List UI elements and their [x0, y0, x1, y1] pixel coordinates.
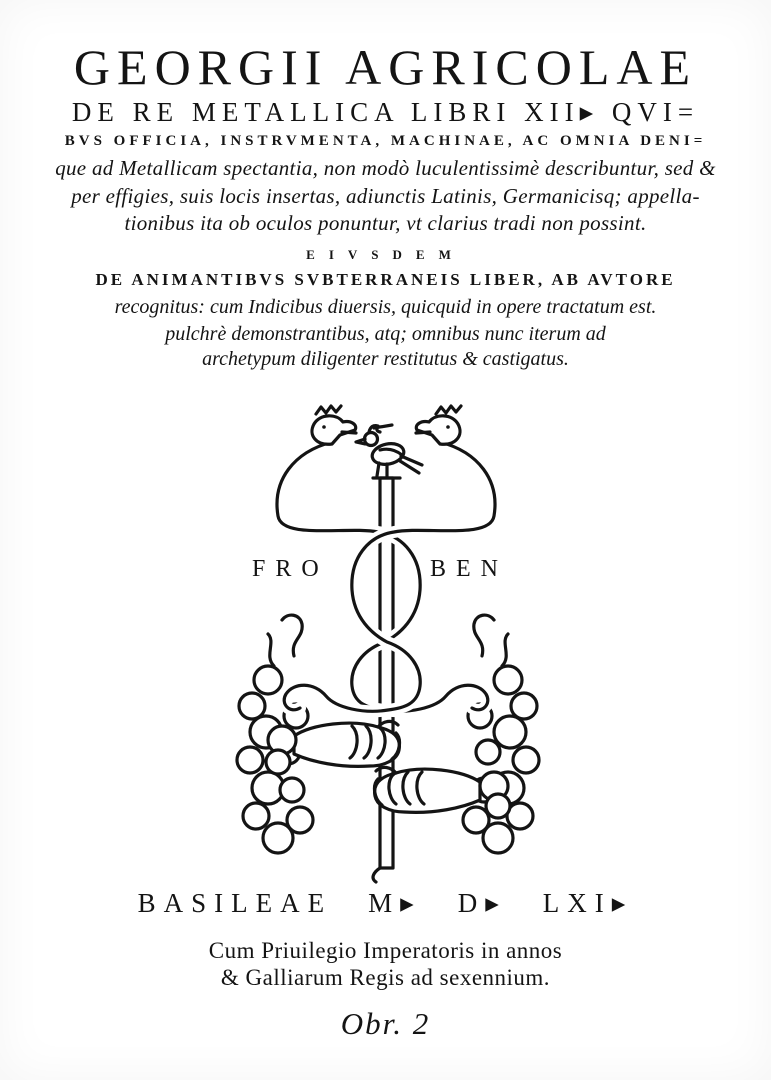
left-serpent-head [312, 406, 356, 444]
second-work-italic-line-2: pulchrè demonstrantibus, atq; omnibus nunc iterum ad [165, 323, 606, 345]
figure-caption: Obr. 2 [340, 1006, 431, 1041]
bird [356, 426, 422, 476]
second-work-title-line: DE ANIMANTIBVS SVBTERRANEIS LIBER, AB AVTORE [95, 270, 676, 289]
second-work-italic-line-1: recognitus: cum Indicibus diuersis, quicquid in opere tractatum est. [114, 296, 657, 318]
imprint-line [0, 888, 771, 919]
printer-name-left: FRO [252, 556, 329, 582]
imprint-city: BASILEAE [137, 888, 333, 918]
subtitle-italic-line-1: que ad Metallicam spectantia, non modò luculentissimè describuntur, sed & [55, 156, 716, 180]
subtitle-italic-line-3: tionibus ita ob oculos ponuntur, vt clarius tradi non possint. [124, 211, 647, 235]
right-serpent-head [416, 406, 461, 444]
privilege-line-2: & Galliarum Regis ad sexennium. [220, 965, 551, 990]
author-title-line: GEORGII AGRICOLAE [73, 39, 698, 95]
book-title-line: DE RE METALLICA LIBRI XII▸ QVI= [71, 97, 700, 127]
printer-name-right: BEN [430, 556, 508, 582]
imprint-year-d: D▸ [457, 888, 507, 918]
second-work-italic-line-3: archetypum diligenter restitutus & castigatus. [202, 348, 569, 370]
subtitle-caps-line: BVS OFFICIA, INSTRVMENTA, MACHINAE, AC OMNIA DENI= [64, 133, 707, 149]
left-hand [294, 721, 399, 766]
eiusdem-heading: EIVSDEM [306, 247, 465, 262]
right-hand [375, 767, 480, 812]
privilege-line-1: Cum Priuilegio Imperatoris in annos [208, 938, 563, 963]
imprint-year-m: M▸ [368, 888, 422, 918]
subtitle-italic-line-2: per effigies, suis locis insertas, adiunctis Latinis, Germanicisq; appella- [71, 184, 700, 208]
froben-printers-device [228, 398, 550, 884]
caduceus-illustration [228, 398, 550, 884]
imprint-year-lxi: LXI▸ [542, 888, 634, 918]
